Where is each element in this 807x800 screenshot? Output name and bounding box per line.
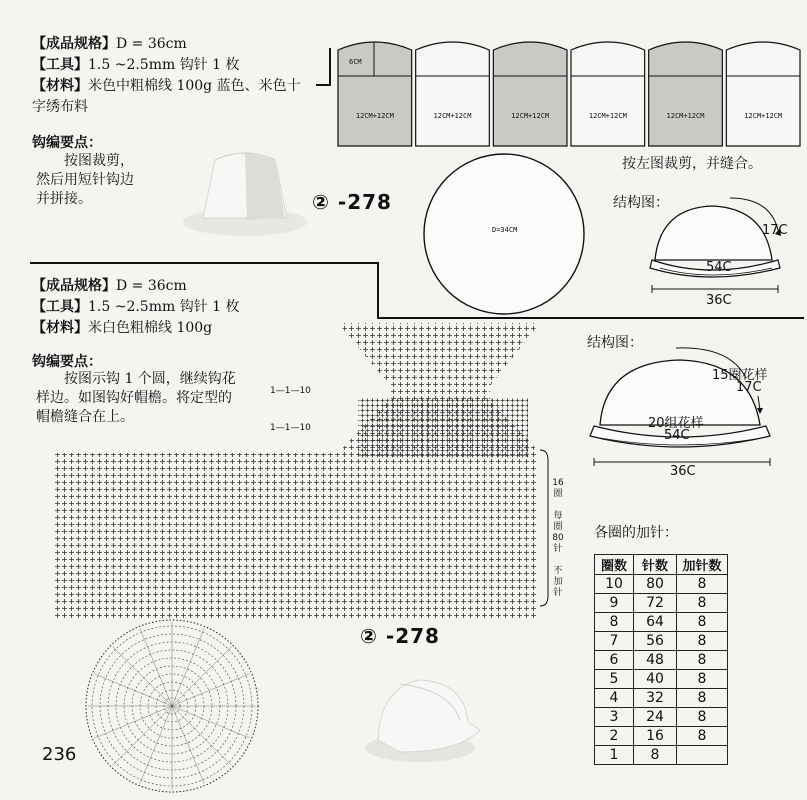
notes-b-1: 按图示钩 1 个圆，继续钩花 [64, 371, 236, 387]
table-cell: 7 [595, 632, 634, 651]
notes-a-2: 然后用短针钩边 [36, 172, 134, 188]
spec-line-b [32, 276, 187, 297]
fabric-panel [571, 42, 645, 146]
dim-band-b: 54C [664, 428, 690, 443]
material-value-b: 米白色粗棉线 100g [88, 320, 213, 336]
circle-label: D=34CM [492, 226, 518, 234]
tool-value-a: 1.5 ~2.5mm 钩针 1 枚 [88, 57, 240, 73]
fabric-panel [649, 42, 723, 146]
table-row [595, 632, 728, 651]
table-cell: 8 [677, 651, 728, 670]
notes-a-1: 按图裁剪， [64, 153, 134, 169]
page-number: 236 [42, 744, 77, 765]
notes-b-2: 样边。如图钩好帽檐。将定型的 [36, 390, 232, 406]
dim-crown-a: 17C [762, 223, 788, 238]
spec-value-a: D = 36cm [116, 36, 187, 52]
table-cell: 9 [595, 594, 634, 613]
panel-label: 12CM+12CM [511, 112, 550, 120]
dim-flower-groups: 20组花样 [648, 416, 704, 431]
fabric-panel [726, 42, 800, 146]
cap-photo [360, 660, 500, 770]
notes-b-3: 帽檐缝合在上。 [36, 409, 134, 425]
side-note-char: 不 [553, 566, 563, 576]
tool-line-b [32, 297, 240, 318]
decrease-label-1: 1—1—10 [270, 386, 311, 396]
side-note-char: 16 [552, 478, 564, 488]
structure-diagram-a [640, 190, 805, 310]
side-note-char: 圈 [553, 489, 563, 499]
structure-diagram-b [580, 340, 790, 475]
tool-label-a: 【工具】 [32, 57, 88, 73]
table-cell: 8 [634, 746, 677, 765]
table-cell: 24 [634, 708, 677, 727]
fabric-panel-strip [336, 30, 802, 148]
material-value-a-1: 米色中粗棉线 100g 蓝色、米色十 [88, 78, 301, 94]
panel-top-label: 6CM [349, 58, 362, 66]
structure-title-b: 结构图： [587, 335, 643, 351]
dim-flower-rounds: 15圈花样 [712, 368, 768, 383]
table-cell: 3 [595, 708, 634, 727]
side-note-char: 80 [552, 533, 564, 543]
table-cell: 80 [634, 575, 677, 594]
cut-note: 按左图裁剪，并缝合。 [622, 156, 762, 172]
panel-label: 12CM+12CM [744, 112, 783, 120]
table-row [595, 708, 728, 727]
table-cell [677, 746, 728, 765]
crown-circle [420, 150, 590, 320]
notes-title-a: 钩编要点： [32, 135, 102, 151]
brim-stitch-chart [40, 318, 560, 628]
panel-label: 12CM+12CM [666, 112, 705, 120]
side-note-char: 每 [553, 511, 563, 521]
table-header-cell: 圈数 [595, 555, 634, 575]
table-cell: 8 [677, 594, 728, 613]
pattern-code-b: ② -278 [360, 624, 440, 648]
table-header-cell: 针数 [634, 555, 677, 575]
side-note-char [552, 555, 564, 566]
side-note [552, 478, 564, 599]
table-cell: 8 [677, 689, 728, 708]
table-cell: 10 [595, 575, 634, 594]
table-row [595, 746, 728, 765]
spec-value-b: D = 36cm [116, 278, 187, 294]
table-row [595, 727, 728, 746]
decrease-label-2: 1—1—10 [270, 423, 311, 433]
table-row [595, 575, 728, 594]
side-note-char: 圈 [553, 522, 563, 532]
spec-label-a: 【成品规格】 [32, 36, 116, 52]
tool-label-b: 【工具】 [32, 299, 88, 315]
fabric-panel [493, 42, 567, 146]
dim-band-a: 54C [706, 260, 732, 275]
tool-value-b: 1.5 ~2.5mm 钩针 1 枚 [88, 299, 240, 315]
table-cell: 56 [634, 632, 677, 651]
structure-title-a: 结构图： [613, 195, 669, 211]
table-cell: 5 [595, 670, 634, 689]
side-note-char: 针 [553, 588, 563, 598]
table-cell: 16 [634, 727, 677, 746]
pattern-code-a: ② -278 [312, 190, 392, 214]
material-label-b: 【材料】 [32, 320, 88, 336]
side-note-char: 针 [553, 544, 563, 554]
panel-label: 12CM+12CM [588, 112, 627, 120]
table-row [595, 670, 728, 689]
dim-width-a: 36C [706, 293, 732, 308]
table-cell: 8 [595, 613, 634, 632]
table-cell: 8 [677, 670, 728, 689]
panel-label: 12CM+12CM [433, 112, 472, 120]
table-cell: 8 [677, 632, 728, 651]
table-cell: 8 [677, 575, 728, 594]
side-note-char: 加 [553, 577, 563, 587]
panel-label: 12CM+12CM [355, 112, 394, 120]
dim-width-b: 36C [670, 464, 696, 479]
table-cell: 8 [677, 613, 728, 632]
notes-a-3: 并拼接。 [36, 191, 92, 207]
increase-table-header [595, 555, 728, 575]
spec-label-b: 【成品规格】 [32, 278, 116, 294]
table-row [595, 613, 728, 632]
table-row [595, 594, 728, 613]
table-cell: 40 [634, 670, 677, 689]
table-cell: 8 [677, 708, 728, 727]
table-title: 各圈的加针： [594, 525, 678, 541]
table-cell: 8 [677, 727, 728, 746]
table-header-cell: 加针数 [677, 555, 728, 575]
table-cell: 6 [595, 651, 634, 670]
side-note-char [552, 500, 564, 511]
table-cell: 32 [634, 689, 677, 708]
notes-title-b: 钩编要点： [32, 354, 102, 370]
table-row [595, 651, 728, 670]
table-cell: 1 [595, 746, 634, 765]
dim-crown-b: 17C [736, 380, 762, 395]
table-cell: 4 [595, 689, 634, 708]
fabric-panel [416, 42, 490, 146]
table-cell: 48 [634, 651, 677, 670]
table-cell: 2 [595, 727, 634, 746]
table-cell: 72 [634, 594, 677, 613]
table-row [595, 689, 728, 708]
material-value-a-2: 字绣布料 [32, 99, 88, 115]
table-cell: 64 [634, 613, 677, 632]
material-label-a: 【材料】 [32, 78, 88, 94]
crown-round-chart [84, 618, 260, 794]
increase-table [594, 554, 728, 765]
